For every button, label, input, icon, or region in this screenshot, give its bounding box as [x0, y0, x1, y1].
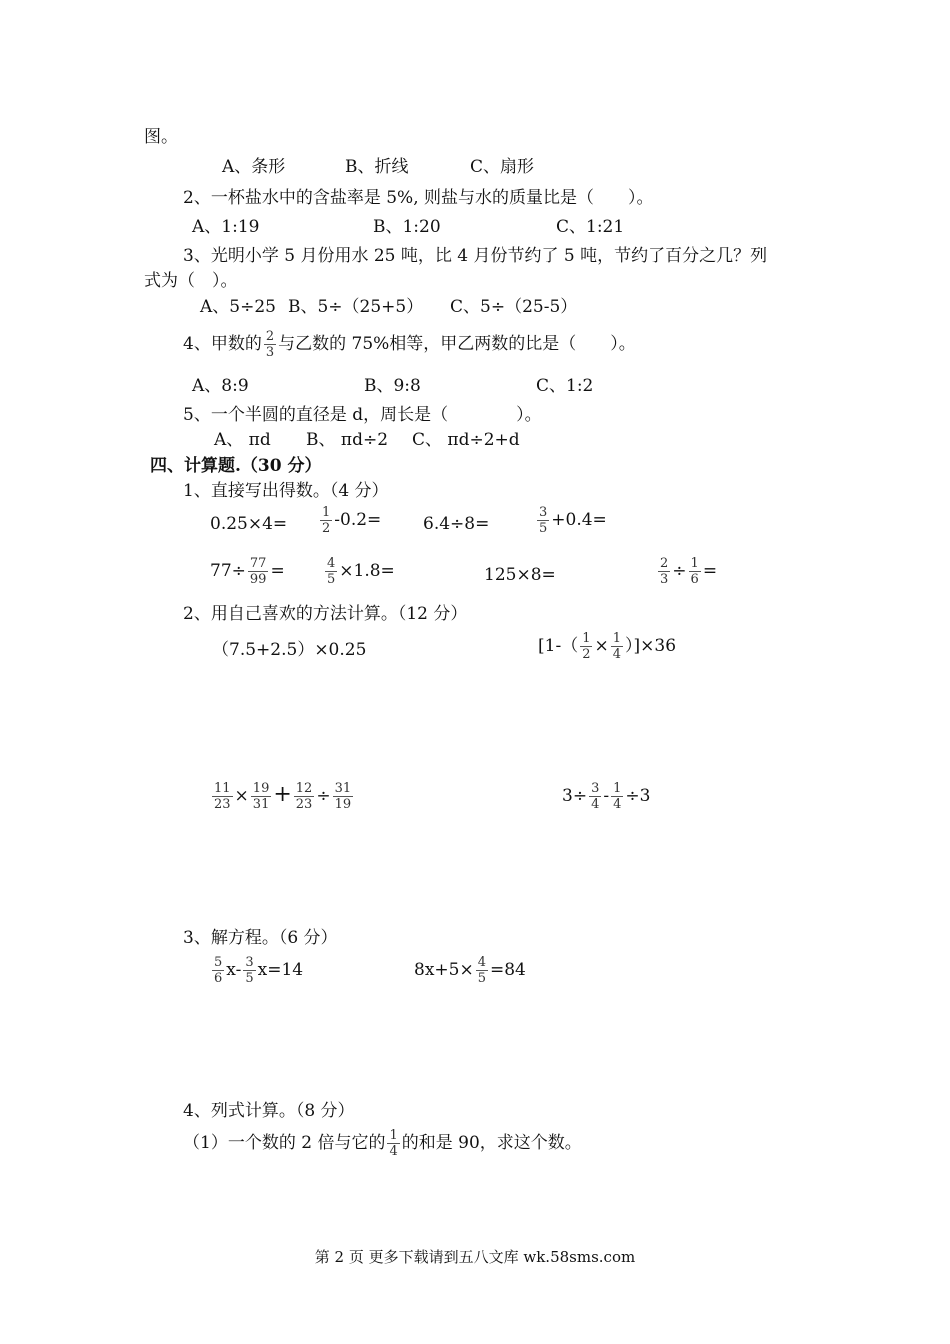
expr-tail: -0.2= — [334, 510, 382, 530]
fraction — [212, 781, 233, 812]
frac-den: 5 — [245, 971, 254, 986]
q4-fraction — [264, 329, 276, 360]
frac-den: 5 — [327, 572, 336, 587]
calc-r2-a — [210, 556, 285, 587]
part1-title: 1、直接写出得数。（4 分） — [183, 481, 389, 501]
q3-text-line1: 3、光明小学 5 月份用水 25 吨，比 4 月份节约了 5 吨，节约了百分之几？列 — [183, 246, 768, 266]
operator: × — [594, 636, 609, 656]
frac-den: 31 — [252, 797, 270, 812]
frac-den: 4 — [612, 647, 622, 662]
frac-num: 3 — [245, 955, 254, 970]
calc-r2-c: 125×8= — [484, 565, 556, 585]
q3-option-a: A、5÷25 — [200, 297, 276, 317]
expr-head: 77÷ — [210, 561, 246, 581]
frac-num: 3 — [591, 781, 600, 796]
frac-num: 3 — [539, 505, 548, 520]
q3-text-line2: 式为（ ）。 — [144, 271, 238, 291]
q4-text — [183, 329, 636, 360]
q3-option-b: B、5÷（25+5） — [288, 297, 424, 317]
frac-num: 5 — [214, 955, 223, 970]
expr-tail: ）]×36 — [625, 636, 677, 656]
operator: + — [273, 782, 292, 807]
expr-tail: =84 — [490, 960, 526, 980]
q4-prefix: 4、甲数的 — [183, 334, 262, 354]
frac-den: 6 — [214, 971, 223, 986]
q2-option-a: A、1:19 — [192, 217, 260, 237]
fraction — [325, 556, 337, 587]
fraction — [580, 631, 592, 662]
q1-option-a: A、条形 — [222, 157, 286, 177]
q5-option-a: A、 πd — [214, 430, 271, 450]
calc-expr-4 — [562, 781, 650, 812]
q2-text: 2、一杯盐水中的含盐率是 5%, 则盐与水的质量比是（ ）。 — [183, 188, 654, 208]
expr-tail: = — [270, 561, 285, 581]
frac-den: 5 — [539, 521, 548, 536]
fraction — [689, 556, 701, 587]
fraction — [537, 505, 549, 536]
frac-num: 1 — [322, 505, 331, 520]
expr-head: [1-（ — [538, 636, 579, 656]
fraction — [658, 556, 670, 587]
q4-option-a: A、8:9 — [192, 376, 249, 396]
fraction — [589, 781, 601, 812]
calc-r1-d — [535, 505, 607, 536]
calc-r1-a: 0.25×4= — [210, 514, 288, 534]
frac-den: 2 — [322, 521, 331, 536]
frac-num: 12 — [295, 781, 313, 796]
page-footer: 第 2 页 更多下载请到五八文库 wk.58sms.com — [314, 1248, 636, 1266]
fraction — [243, 955, 255, 986]
q3-option-c: C、5÷（25-5） — [450, 297, 578, 317]
expr-tail: 的和是 90，求这个数。 — [401, 1133, 582, 1153]
calc-r1-c: 6.4÷8= — [423, 514, 490, 534]
expr-head: 3÷ — [562, 786, 588, 806]
fraction — [212, 955, 224, 986]
frac-den: 3 — [660, 572, 669, 587]
fraction — [251, 781, 272, 812]
calc-r2-d — [656, 556, 717, 587]
q4-frac-num: 2 — [265, 329, 275, 344]
fraction — [320, 505, 332, 536]
part4-title: 4、列式计算。（8 分） — [183, 1101, 355, 1121]
operator: × — [234, 786, 249, 806]
frac-num: 4 — [327, 556, 336, 571]
frac-den: 4 — [613, 797, 622, 812]
frac-den: 23 — [295, 797, 313, 812]
fraction — [611, 631, 623, 662]
q-intro-tail: 图。 — [144, 127, 178, 147]
frac-num: 31 — [334, 781, 352, 796]
q4-option-b: B、9:8 — [364, 376, 421, 396]
equation-1 — [210, 955, 303, 986]
section-heading: 四、计算题.（30 分） — [150, 456, 322, 476]
q2-option-c: C、1:21 — [556, 217, 625, 237]
frac-num: 2 — [660, 556, 669, 571]
operator: - — [603, 786, 610, 806]
calc-r2-b — [323, 556, 395, 587]
frac-den: 4 — [389, 1144, 398, 1159]
expr-head: 8x+5× — [414, 960, 474, 980]
q1-option-b: B、折线 — [345, 157, 409, 177]
frac-den: 6 — [690, 572, 699, 587]
expr-tail: x=14 — [257, 960, 304, 980]
q4-frac-den: 3 — [265, 345, 275, 360]
q5-option-b: B、 πd÷2 — [306, 430, 389, 450]
calc-r1-b — [318, 505, 381, 536]
frac-den: 19 — [334, 797, 352, 812]
frac-den: 5 — [477, 971, 486, 986]
frac-den: 4 — [591, 797, 600, 812]
fraction — [333, 781, 354, 812]
frac-den: 23 — [214, 797, 231, 812]
frac-num: 19 — [252, 781, 270, 796]
fraction — [611, 781, 623, 812]
operator: ÷ — [672, 561, 687, 581]
expr-tail: ÷3 — [625, 786, 651, 806]
expr-tail: ×1.8= — [339, 561, 395, 581]
frac-num: 1 — [582, 631, 591, 646]
frac-den: 99 — [249, 572, 267, 587]
calc-expr-1: （7.5+2.5）×0.25 — [212, 640, 367, 660]
expr-head: （1）一个数的 2 倍与它的 — [183, 1133, 386, 1153]
frac-num: 1 — [690, 556, 699, 571]
expr-tail: +0.4= — [551, 510, 607, 530]
fraction — [476, 955, 488, 986]
q4-option-c: C、1:2 — [536, 376, 594, 396]
fraction — [294, 781, 315, 812]
q5-text: 5、一个半圆的直径是 d，周长是（ ）。 — [183, 405, 542, 425]
q5-option-c: C、 πd÷2+d — [412, 430, 520, 450]
calc-expr-2 — [538, 631, 676, 662]
fraction — [248, 556, 269, 587]
fraction — [387, 1128, 399, 1159]
equation-2 — [414, 955, 526, 986]
q1-option-c: C、扇形 — [470, 157, 535, 177]
frac-den: 2 — [582, 647, 591, 662]
calc-expr-3 — [210, 781, 355, 812]
frac-num: 1 — [612, 631, 622, 646]
expr-tail: = — [702, 561, 718, 581]
frac-num: 77 — [249, 556, 267, 571]
part4-sub1 — [183, 1128, 582, 1159]
part2-title: 2、用自己喜欢的方法计算。（12 分） — [183, 604, 468, 624]
expr-mid: x- — [226, 960, 242, 980]
frac-num: 1 — [613, 781, 622, 796]
frac-num: 4 — [477, 955, 486, 970]
q4-suffix: 与乙数的 75%相等，甲乙两数的比是（ ）。 — [278, 334, 636, 354]
frac-num: 1 — [389, 1128, 398, 1143]
operator: ÷ — [316, 786, 331, 806]
frac-num: 11 — [214, 781, 231, 796]
part3-title: 3、解方程。（6 分） — [183, 928, 338, 948]
q2-option-b: B、1:20 — [373, 217, 441, 237]
